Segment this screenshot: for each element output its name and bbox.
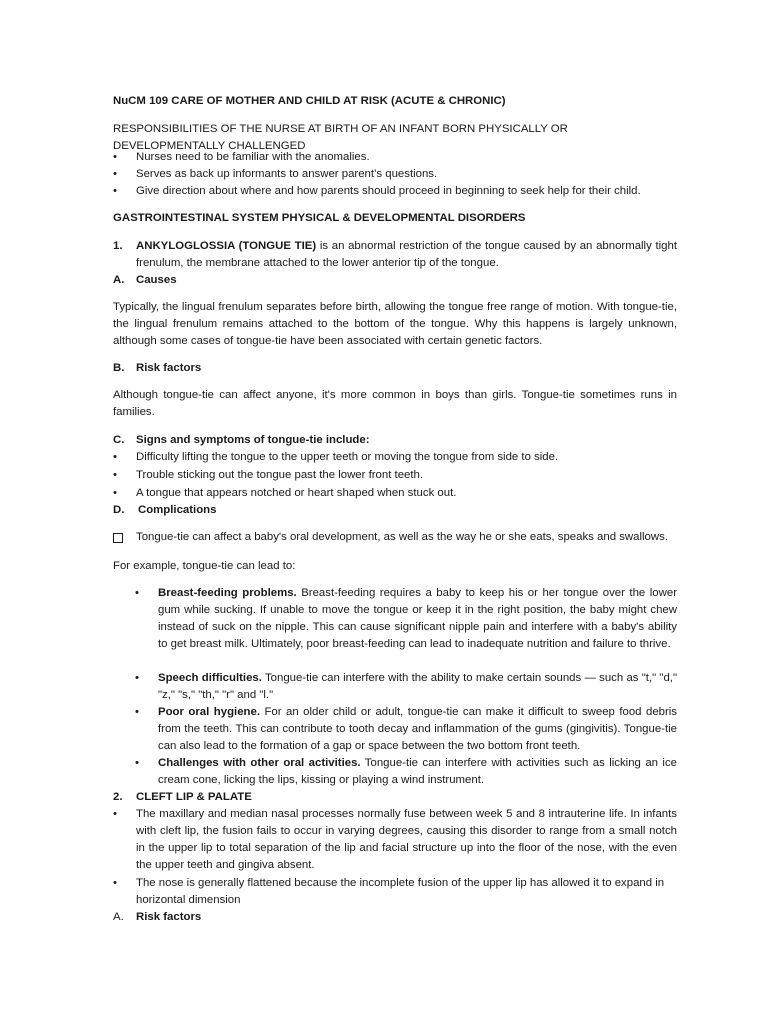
list-item — [135, 704, 677, 755]
list-item-body: Tongue-tie can interfere with the ability to make certain sounds — such as "t," "d," "z," "s," "th," "r" and "l." — [158, 672, 678, 701]
list-item-title: Challenges with other oral activities. — [158, 757, 361, 769]
list-item-text — [158, 670, 677, 704]
list-item — [113, 449, 677, 466]
checkbox-item-text: Tongue-tie can affect a baby's oral development, as well as the way he or she eats, speaks and swallows. — [136, 531, 668, 543]
bullet-icon: • — [113, 469, 117, 481]
gi-section-heading: GASTROINTESTINAL SYSTEM PHYSICAL & DEVELOPMENTAL DISORDERS — [113, 212, 526, 224]
checkbox-square-icon — [113, 533, 123, 543]
subheading-title: Causes — [136, 274, 177, 286]
subheading-letter: B. — [113, 362, 125, 374]
subheading-letter: D. — [113, 504, 125, 516]
responsibilities-heading: RESPONSIBILITIES OF THE NURSE AT BIRTH OF AN INFANT BORN PHYSICALLY OR DEVELOPMENTALLY CHALLENGED — [113, 123, 568, 152]
bullet-icon: • — [113, 168, 117, 180]
section-number: 2. — [113, 791, 123, 803]
bullet-icon: • — [113, 877, 117, 889]
subheading-signs — [113, 432, 677, 449]
bullet-icon: • — [113, 808, 117, 820]
list-item-text: Trouble sticking out the tongue past the lower front teeth. — [136, 469, 424, 481]
list-item-text — [158, 755, 677, 789]
list-item — [135, 755, 677, 789]
list-item — [113, 166, 677, 183]
list-item — [113, 183, 677, 200]
list-item-text: The nose is generally flattened because the incomplete fusion of the upper lip has allowed it to expand in horizontal dimension — [136, 877, 665, 906]
subheading-letter: A. — [113, 911, 124, 923]
bullet-icon: • — [135, 757, 139, 769]
bullet-icon: • — [135, 706, 139, 718]
list-item-body: Breast-feeding requires a baby to keep his or her tongue over the lower gum while sucking. If unable to move the tongue or keep it in the right position, the baby might chew instead of suck on the nipple. This can cause significant nipple pain and interfere with a baby's ability to get breast milk. Ultimately, poor breast-feeding can lead to inadequate nutrition and failure to thrive. — [158, 587, 677, 650]
causes-paragraph: Typically, the lingual frenulum separates before birth, allowing the tongue free range of motion. With tongue-tie, the lingual frenulum remains attached to the bottom of the tongue. Why this happens is largely unknown, although some cases of tongue-tie have been associated with certain genetic factors. — [113, 301, 677, 347]
subheading-letter: C. — [113, 434, 125, 446]
list-item-text: Serves as back up informants to answer parent’s questions. — [136, 168, 438, 180]
risk-paragraph: Although tongue-tie can affect anyone, it's more common in boys than girls. Tongue-tie sometimes runs in families. — [113, 389, 677, 418]
subheading-title: Risk factors — [136, 362, 202, 374]
list-item-text: A tongue that appears notched or heart shaped when stuck out. — [136, 487, 457, 499]
bullet-icon: • — [135, 587, 139, 599]
bullet-icon: • — [113, 451, 117, 463]
subheading-causes — [113, 272, 677, 289]
list-item — [113, 806, 677, 874]
list-item-text: Difficulty lifting the tongue to the upper teeth or moving the tongue from side to side. — [136, 451, 559, 463]
subheading-title: Complications — [138, 504, 217, 516]
list-item — [113, 485, 677, 502]
list-item-text: Give direction about where and how parents should proceed in beginning to seek help for their child. — [136, 185, 641, 197]
list-item — [113, 467, 677, 484]
list-item-text — [158, 704, 677, 755]
subheading-risk-factors — [113, 909, 677, 926]
list-item-text — [158, 585, 677, 653]
section-intro-text: is an abnormal restriction of the tongue caused by an abnormally tight frenulum, the membrane attached to the lower anterior tip of the tongue. — [136, 240, 677, 269]
section-ankyloglossia — [113, 238, 677, 272]
example-line: For example, tongue-tie can lead to: — [113, 560, 296, 572]
checkbox-item — [113, 529, 677, 546]
list-item-text: The maxillary and median nasal processes normally fuse between week 5 and 8 intrauterine life. In infants with cleft lip, the fusion fails to occur in varying degrees, causing this disorder to range from a small notch in the upper lip to total separation of the lip and facial structure up into the floor of the nose, with the even the upper teeth and gingiva absent. — [136, 808, 677, 871]
list-item — [113, 875, 677, 909]
bullet-icon: • — [113, 185, 117, 197]
list-item-body: Tongue-tie can interfere with activities such as licking an ice cream cone, licking the lips, kissing or playing a wind instrument. — [158, 757, 677, 786]
section-intro — [136, 238, 677, 272]
section-title: CLEFT LIP & PALATE — [136, 791, 252, 803]
list-item-text: Nurses need to be familiar with the anomalies. — [136, 151, 370, 163]
subheading-complications — [113, 502, 677, 519]
subheading-title: Risk factors — [136, 911, 202, 923]
bullet-icon: • — [113, 151, 117, 163]
list-item-body: For an older child or adult, tongue-tie can make it difficult to sweep food debris from the teeth. This can contribute to tooth decay and inflammation of the gums (gingivitis). Tongue-tie can also lead to the formation of a gap or space between the two bottom front teeth. — [158, 706, 678, 752]
section-title: ANKYLOGLOSSIA (TONGUE TIE) — [136, 240, 317, 252]
bullet-icon: • — [113, 487, 117, 499]
section-number: 1. — [113, 240, 123, 252]
list-item-title: Speech difficulties. — [158, 672, 262, 684]
list-item — [135, 585, 677, 670]
list-item — [135, 670, 677, 704]
section-cleft-lip — [113, 789, 677, 806]
subheading-title: Signs and symptoms of tongue-tie include: — [136, 434, 370, 446]
subheading-letter: A. — [113, 274, 125, 286]
list-item — [113, 149, 677, 166]
bullet-icon: • — [135, 672, 139, 684]
subheading-risk-factors — [113, 360, 677, 377]
list-item-title: Breast-feeding problems. — [158, 587, 297, 599]
list-item-title: Poor oral hygiene. — [158, 706, 260, 718]
document-title: NuCM 109 CARE OF MOTHER AND CHILD AT RISK (ACUTE & CHRONIC) — [113, 95, 506, 107]
